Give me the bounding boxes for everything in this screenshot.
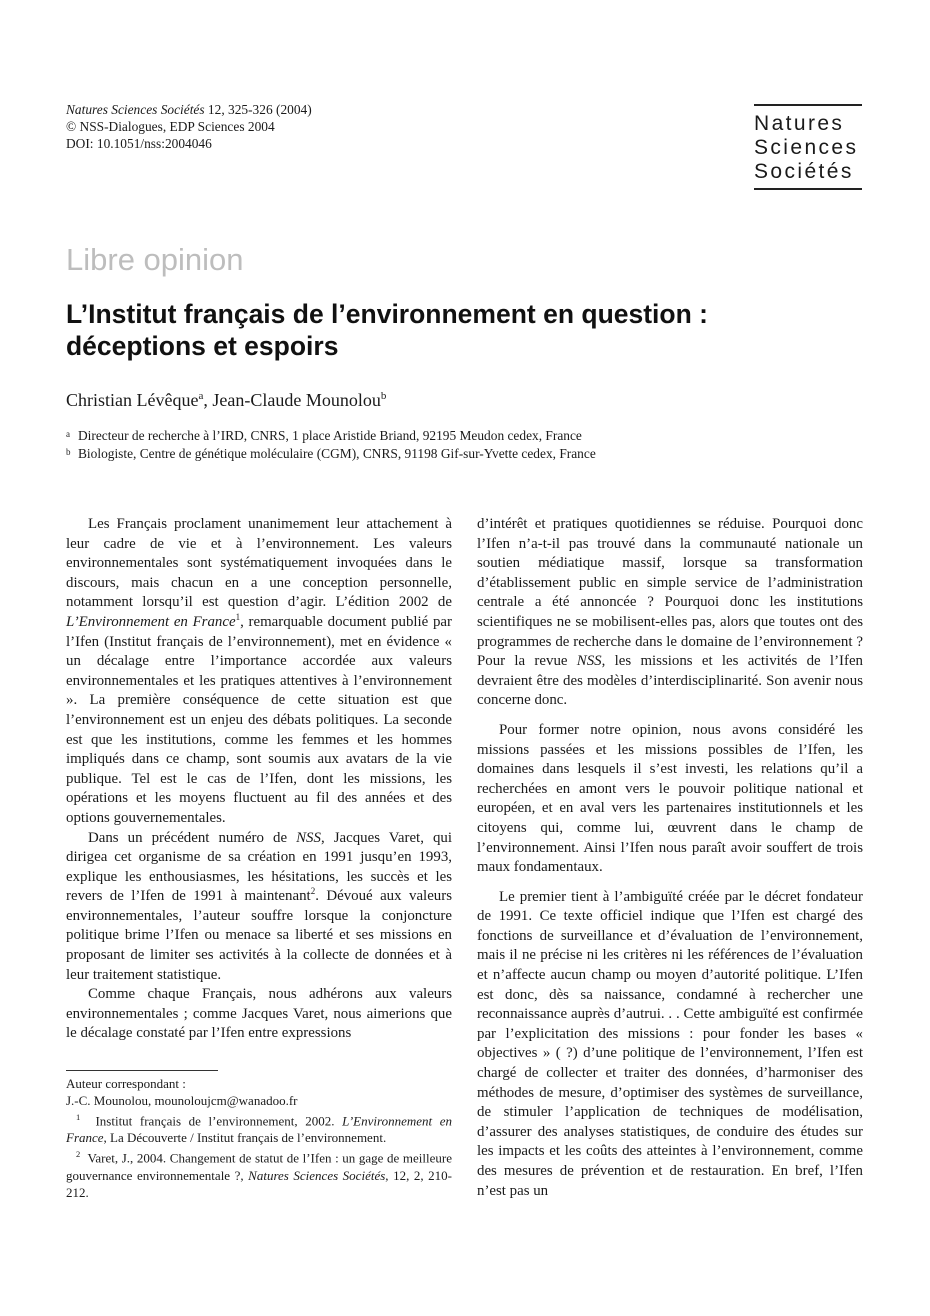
footnote-mark: 1: [76, 1112, 81, 1122]
journal-name: Natures Sciences Sociétés: [66, 102, 205, 117]
footnote-text: , 12, 2, 210-212.: [66, 1167, 452, 1200]
corresponding-author-label: Auteur correspondant :: [66, 1076, 186, 1091]
footnote-text: , La Découverte / Institut français de l’environnement.: [103, 1130, 387, 1146]
section-label: Libre opinion: [66, 242, 244, 277]
body-italic-text: L’Environnement en France: [66, 613, 236, 630]
body-text: , remarquable document publié par l’Ifen (Institut français de l’environnement), met en évidence « un décalage entre l’importance accordée aux valeurs environnementales et les pratiques attentives à l’environnement ». La première conséquence de cette situation est que l’environnement est un enjeu des débats politiques. La seconde est que les institutions, comme les femmes et les hommes impliqués dans ce champ, sont soumis aux avatars de la vie publique. Tel est le cas de l’Ifen, dont les missions, les opérations et les moyens fluctuent au fil des années et des options gouvernementales.: [66, 613, 452, 826]
journal-volume-pages: 12, 325-326 (2004): [204, 102, 312, 117]
journal-citation: [66, 101, 312, 118]
footnote-italic-text: L’Environnement en France: [66, 1113, 452, 1146]
body-paragraph: Comme chaque Français, nous adhérons aux valeurs environnementales ; comme Jacques Varet, nous aimerions que le décalage constaté par l’Ifen entre expressions: [66, 986, 452, 1042]
author-separator: ,: [203, 390, 213, 410]
footnote-text: Institut français de l’environnement, 2002.: [95, 1113, 343, 1129]
affiliation-mark: b: [66, 446, 71, 457]
author-name: Jean-Claude Mounolou: [212, 390, 381, 410]
footnote-divider: [66, 1070, 218, 1071]
author-name: Christian Lévêque: [66, 390, 199, 410]
footnote-ref: 1: [235, 612, 241, 622]
affiliation-text: Directeur de recherche à l’IRD, CNRS, 1 place Aristide Briand, 92195 Meudon cedex, France: [78, 428, 582, 443]
body-text: d’intérêt et pratiques quotidiennes se réduise. Pourquoi donc l’Ifen n’a-t-il pas trouvé dans la communauté nationale un soutien médiatique massif, lorsque sa transformation d’établissement public en simple service de l’administration centrale a été annoncée ? Pourquoi donc les institutions scientifiques ne se mobilisent-elles pas, alors que toutes ont des programmes de recherche dans le domaine de l’environnement ? Pour la revue: [477, 516, 863, 670]
affiliation-mark: a: [66, 429, 70, 439]
body-paragraph: Pour former notre opinion, nous avons considéré les missions passées et les missions possibles de l’Ifen, les domaines dans lesquels il s’est investi, les relations qu’il a recherchées en amont vers le pouvoir politique national et européen, et en aval vers les partenaires institutionnels et les citoyens qui, comme lui, œuvrent dans le champ de l’environnement. Ainsi l’Ifen nous paraît avoir souffert de trois maux fondamentaux.: [477, 721, 863, 876]
logo-line-natures: Natures: [754, 112, 845, 135]
body-text: Les Français proclament unanimement leur attachement à leur cadre de vie et à l’environnement. Les valeurs environnementales sont systématiquement invoquées dans le discours, mais chacun en a une conception personnelle, notamment lorsqu’il est question d’agir. L’édition 2002 de: [66, 516, 452, 611]
journal-logo: [754, 104, 862, 190]
body-italic-text: NSS: [576, 653, 602, 670]
article-title: L’Institut français de l’environnement en question : déceptions et espoirs: [66, 299, 708, 361]
body-column-left: [66, 515, 452, 1044]
footnote-ref: 2: [310, 886, 316, 897]
affiliation-item: [66, 427, 596, 445]
journal-header: [66, 101, 312, 152]
logo-line-societes: Sociétés: [754, 160, 854, 183]
affiliations: [66, 427, 596, 462]
body-paragraph: [477, 515, 863, 711]
body-paragraph: [66, 829, 452, 986]
author-list: [66, 390, 386, 411]
affiliation-text: Biologiste, Centre de génétique moléculaire (CGM), CNRS, 91198 Gif-sur-Yvette cedex, France: [78, 445, 596, 461]
footnote-text: Varet, J., 2004. Changement de statut de l’Ifen : un gage de meilleure gouvernance environnementale ?,: [66, 1150, 453, 1183]
body-text: , Jacques Varet, qui dirigea cet organisme de sa création en 1991 jusqu’en 1993, explique les enthousiasmes, les hésitations, les succès et les revers de l’Ifen de 1991 à maintenant: [66, 829, 452, 905]
body-paragraph: [66, 515, 452, 829]
body-text: , les missions et les activités de l’Ifen devraient être des modèles d’interdisciplinarité. Son avenir nous concerne donc.: [477, 653, 863, 709]
body-text: . Dévoué aux valeurs environnementales, l’auteur souffre lorsque la conjoncture politique brime l’Ifen ou menace sa liberté et ses missions en proposant de limiter ses activités à la collecte de données et à leur traitement statistique.: [66, 888, 453, 983]
journal-doi: DOI: 10.1051/nss:2004046: [66, 136, 212, 151]
corresponding-author: J.-C. Mounolou, mounoloujcm@wanadoo.fr: [66, 1093, 298, 1108]
body-text: Dans un précédent numéro de: [88, 829, 297, 846]
footnotes: [66, 1075, 452, 1201]
body-italic-text: NSS: [296, 829, 321, 846]
journal-copyright: © NSS-Dialogues, EDP Sciences 2004: [66, 119, 275, 134]
footnote-mark: 2: [76, 1149, 81, 1160]
body-column-right: [477, 515, 863, 1201]
footnote-item: [66, 1109, 452, 1146]
logo-line-sciences: Sciences: [754, 136, 859, 159]
affiliation-item: [66, 445, 596, 463]
body-paragraph: Le premier tient à l’ambiguïté créée par le décret fondateur de 1991. Ce texte officiel indique que l’Ifen est chargé des fonctions de surveillance et d’évaluation de l’environnement, mais il ne précise ni les critères ni les références de l’évaluation et n’affecte aucun champ ou moyen d’autorité politique. L’Ifen est donc, dès sa naissance, condamné à rechercher une reconnaissance auprès d’autrui. . . Cette ambiguïté est confirmée par l’explicitation des missions : pour fonder les bases « objectives » ( ?) d’une politique de l’environnement, l’Ifen est chargé de collecter et traiter des données, d’harmoniser des méthodes de mesure, d’optimiser des systèmes de surveillance, de stimuler l’application de techniques de modélisation, d’assurer des analyses statistiques, de conduire des études sur les impacts et les coûts des atteintes à l’environnement, comme des mesures de prévention et de restauration. En bref, l’Ifen n’est pas un: [477, 888, 863, 1199]
footnote-italic-text: Natures Sciences Sociétés: [248, 1167, 386, 1183]
footnote-item: [66, 1146, 452, 1200]
affiliation-mark: a: [198, 390, 204, 402]
affiliation-mark: b: [380, 390, 387, 402]
